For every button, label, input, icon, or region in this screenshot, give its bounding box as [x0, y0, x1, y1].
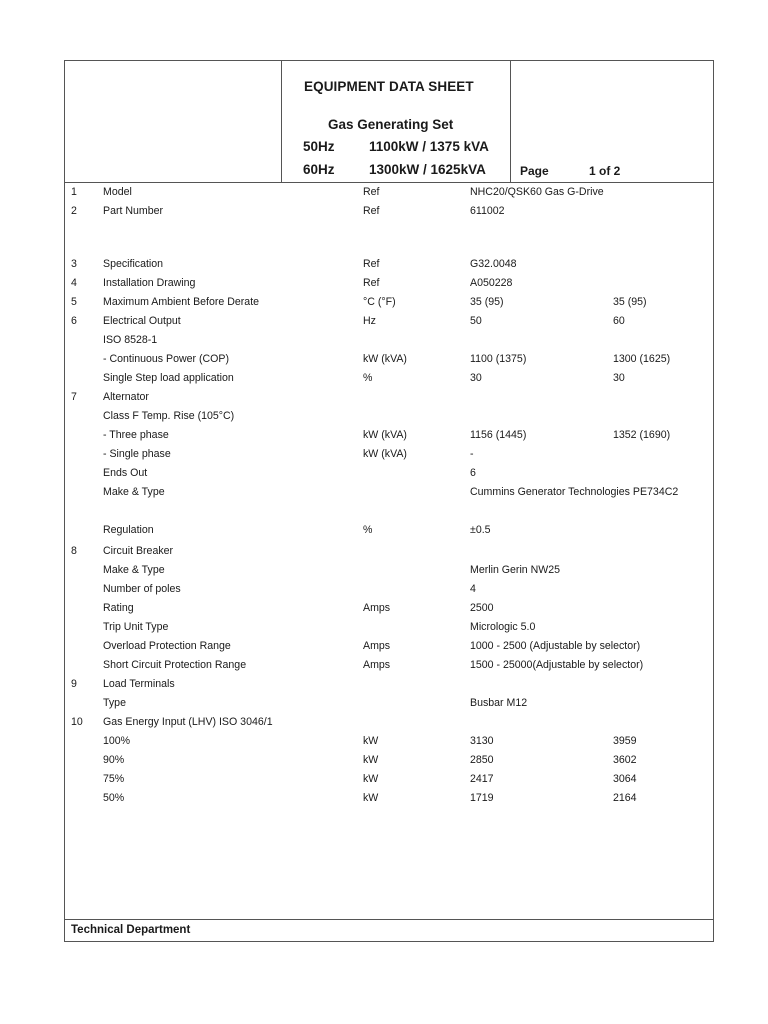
row-description: Installation Drawing: [103, 277, 196, 289]
table-row: [65, 713, 713, 731]
row-value-60hz: 30: [613, 372, 625, 384]
row-value-60hz: 35 (95): [613, 296, 647, 308]
row-description: 90%: [103, 754, 125, 766]
row-unit: %: [363, 524, 373, 536]
row-unit: Ref: [363, 186, 380, 198]
table-row: [65, 426, 713, 444]
row-unit: Hz: [363, 315, 376, 327]
row-value-50hz: -: [470, 448, 474, 460]
table-row: [65, 407, 713, 425]
table-row: [65, 445, 713, 463]
row-value-60hz: 1352 (1690): [613, 429, 671, 441]
row-description: Model: [103, 186, 132, 198]
table-row: [65, 350, 713, 368]
row-value-50hz: 50: [470, 315, 482, 327]
row-description: Ends Out: [103, 467, 148, 479]
row-value-50hz: Micrologic 5.0: [470, 621, 536, 633]
row-unit: Amps: [363, 659, 391, 671]
row-value-50hz: 1000 - 2500 (Adjustable by selector): [470, 640, 641, 652]
row-value-60hz: 2164: [613, 792, 637, 804]
row-description: - Continuous Power (COP): [103, 353, 229, 365]
row-value-50hz: 35 (95): [470, 296, 504, 308]
row-value-50hz: Cummins Generator Technologies PE734C2: [470, 486, 679, 498]
row-description: Rating: [103, 602, 134, 614]
row-value-50hz: 1156 (1445): [470, 429, 527, 441]
row-unit: Ref: [363, 205, 380, 217]
table-row: [65, 751, 713, 769]
data-sheet: [64, 60, 714, 942]
row-number: 5: [71, 296, 77, 308]
page-label: Page: [520, 164, 549, 178]
row-description: Make & Type: [103, 486, 165, 498]
table-row: [65, 675, 713, 693]
row-number: 8: [71, 545, 77, 557]
row-value-50hz: 1100 (1375): [470, 353, 527, 365]
footer-label: Technical Department: [71, 924, 191, 936]
row-unit: Amps: [363, 640, 391, 652]
table-row: [65, 293, 713, 311]
table-row: [65, 388, 713, 406]
table-row: [65, 561, 713, 579]
header-title-block: [282, 61, 511, 182]
row-unit: kW: [363, 735, 379, 747]
hz50-rating: 1100kW / 1375 kVA: [369, 139, 489, 154]
row-description: Make & Type: [103, 564, 165, 576]
row-value-60hz: 3602: [613, 754, 637, 766]
row-number: 9: [71, 678, 77, 690]
row-number: 2: [71, 205, 77, 217]
table-row: [65, 732, 713, 750]
table-row: [65, 274, 713, 292]
row-value-50hz: 2850: [470, 754, 494, 766]
row-description: 50%: [103, 792, 125, 804]
row-description: - Three phase: [103, 429, 169, 441]
row-number: 4: [71, 277, 77, 289]
row-description: ISO 8528-1: [103, 334, 158, 346]
row-number: 10: [71, 716, 83, 728]
row-value-60hz: 60: [613, 315, 625, 327]
table-row: [65, 656, 713, 674]
row-description: Type: [103, 697, 126, 709]
table-row: [65, 694, 713, 712]
hz60-rating: 1300kW / 1625kVA: [369, 162, 486, 177]
row-value-50hz: 4: [470, 583, 476, 595]
row-unit: kW: [363, 792, 379, 804]
row-description: Maximum Ambient Before Derate: [103, 296, 260, 308]
row-value-60hz: 1300 (1625): [613, 353, 671, 365]
row-description: Short Circuit Protection Range: [103, 659, 247, 671]
table-row: [65, 369, 713, 387]
row-description: Regulation: [103, 524, 154, 536]
table-row: [65, 521, 713, 539]
page-info: [511, 61, 713, 182]
row-description: Circuit Breaker: [103, 545, 174, 557]
row-unit: kW (kVA): [363, 353, 407, 365]
table-row: [65, 789, 713, 807]
row-description: 100%: [103, 735, 131, 747]
row-description: - Single phase: [103, 448, 171, 460]
row-value-50hz: Busbar M12: [470, 697, 528, 709]
hz50-label: 50Hz: [303, 139, 335, 154]
table-row: [65, 580, 713, 598]
row-unit: kW: [363, 773, 379, 785]
table-row: [65, 464, 713, 482]
row-value-50hz: 30: [470, 372, 482, 384]
row-unit: Ref: [363, 277, 380, 289]
row-value-50hz: 6: [470, 467, 476, 479]
row-unit: kW: [363, 754, 379, 766]
logo-area: [65, 61, 282, 182]
row-number: 6: [71, 315, 77, 327]
row-description: Gas Energy Input (LHV) ISO 3046/1: [103, 716, 273, 728]
page-number: 1 of 2: [589, 164, 621, 178]
row-unit: Ref: [363, 258, 380, 270]
row-value-50hz: 1500 - 25000(Adjustable by selector): [470, 659, 644, 671]
table-row: [65, 331, 713, 349]
table-row: [65, 312, 713, 330]
row-description: Electrical Output: [103, 315, 181, 327]
row-description: 75%: [103, 773, 125, 785]
table-row: [65, 255, 713, 273]
row-value-60hz: 3959: [613, 735, 637, 747]
row-description: Alternator: [103, 391, 149, 403]
row-description: Trip Unit Type: [103, 621, 169, 633]
row-unit: kW (kVA): [363, 429, 407, 441]
hz60-label: 60Hz: [303, 162, 335, 177]
table-row: [65, 618, 713, 636]
row-unit: kW (kVA): [363, 448, 407, 460]
table-row: [65, 183, 713, 201]
table-row: [65, 637, 713, 655]
row-value-50hz: 1719: [470, 792, 494, 804]
row-unit: °C (°F): [363, 296, 396, 308]
row-number: 3: [71, 258, 77, 270]
row-description: Single Step load application: [103, 372, 234, 384]
row-value-50hz: Merlin Gerin NW25: [470, 564, 561, 576]
row-value-50hz: 611002: [470, 205, 505, 217]
row-description: Part Number: [103, 205, 164, 217]
row-value-50hz: NHC20/QSK60 Gas G-Drive: [470, 186, 604, 198]
table-row: [65, 483, 713, 501]
row-description: Specification: [103, 258, 164, 270]
row-number: 1: [71, 186, 77, 198]
row-description: Number of poles: [103, 583, 181, 595]
row-description: Load Terminals: [103, 678, 175, 690]
footer-divider: [65, 919, 713, 920]
row-unit: %: [363, 372, 373, 384]
row-value-50hz: A050228: [470, 277, 513, 289]
table-row: [65, 599, 713, 617]
row-description: Class F Temp. Rise (105°C): [103, 410, 235, 422]
row-value-50hz: G32.0048: [470, 258, 517, 270]
sheet-title: EQUIPMENT DATA SHEET: [304, 79, 474, 94]
row-description: Overload Protection Range: [103, 640, 231, 652]
row-value-50hz: ±0.5: [470, 524, 491, 536]
row-value-50hz: 2417: [470, 773, 494, 785]
row-unit: Amps: [363, 602, 391, 614]
row-value-50hz: 3130: [470, 735, 494, 747]
sheet-subtitle: Gas Generating Set: [328, 117, 454, 132]
row-value-50hz: 2500: [470, 602, 494, 614]
table-row: [65, 542, 713, 560]
row-value-60hz: 3064: [613, 773, 637, 785]
row-number: 7: [71, 391, 77, 403]
table-row: [65, 202, 713, 220]
table-row: [65, 770, 713, 788]
